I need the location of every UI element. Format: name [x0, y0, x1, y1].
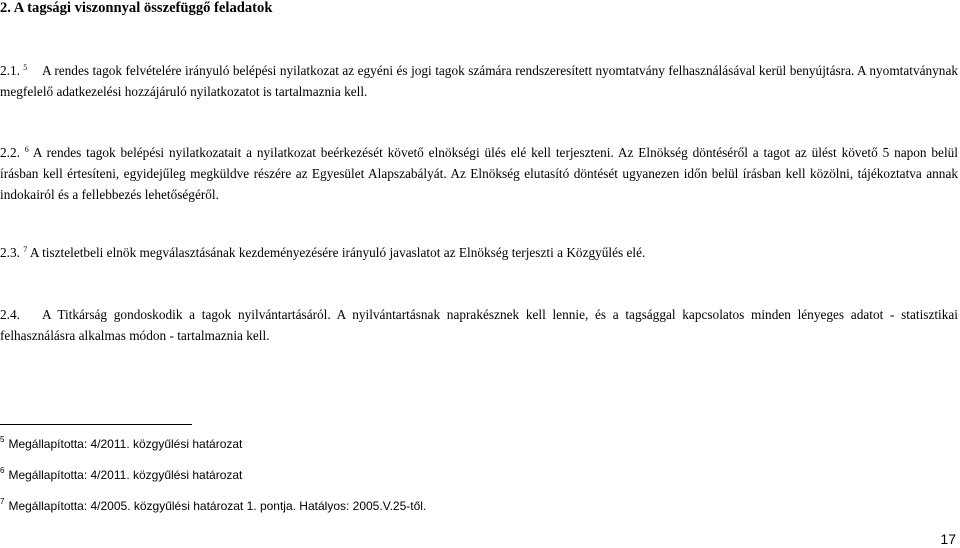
footnote	[0, 499, 426, 513]
paragraph-number: 2.2.	[0, 145, 20, 160]
section-heading: 2. A tagsági viszonnyal összefüggő feladatok	[0, 0, 273, 16]
footnote-ref[interactable]: 6	[24, 145, 29, 154]
footnote-ref[interactable]: 5	[23, 63, 28, 72]
footnote-separator	[0, 424, 192, 425]
footnote-mark: 7	[0, 497, 5, 506]
footnote	[0, 437, 242, 451]
paragraph-text: A tiszteletbeli elnök megválasztásának kezdeményezésére irányuló javaslatot az Elnökség terjeszti a Közgyűlés elé.	[29, 245, 646, 260]
paragraph-2-4	[0, 304, 958, 346]
footnote	[0, 468, 242, 482]
paragraph-2-2	[0, 142, 958, 205]
paragraph-2-3	[0, 242, 958, 263]
footnote-text: Megállapította: 4/2011. közgyűlési határozat	[8, 437, 243, 451]
paragraph-text: A rendes tagok felvételére irányuló belépési nyilatkozat az egyéni és jogi tagok számára rendszeresített nyomtatvány felhasználásával kerül benyújtásra. A nyomtatványnak megfelelő adatkezelési hozzájáruló nyilatkozatot is tartalmaznia kell.	[0, 63, 958, 99]
footnote-text: Megállapította: 4/2011. közgyűlési határozat	[8, 468, 243, 482]
paragraph-text: A rendes tagok belépési nyilatkozatait a nyilatkozat beérkezését követő elnökségi ülés elé kell terjeszteni. Az Elnökség döntéséről a tagot az ülést követő 5 napon belül írásban kell értesíteni, egyidejűleg megküldve részére az Egyesület Alapszabályát. Az Elnökség elutasító döntését ugyanezen időn belül írásban kell közölni, tájékoztatva annak indokairól és a fellebbezés lehetőségéről.	[0, 145, 959, 202]
paragraph-number: 2.1. $^5$	[0, 63, 28, 78]
footnote-ref[interactable]: 7	[23, 245, 28, 254]
paragraph-text: A Titkárság gondoskodik a tagok nyilvántartásáról. A nyilvántartásnak naprakésznek kell lennie, és a tagsággal kapcsolatos minden lényeges adatot - statisztikai felhasználásra alkalmas módon - tartalmaznia kell.	[0, 307, 958, 343]
footnote-mark: 6	[0, 466, 5, 475]
footnote-mark: 5	[0, 435, 5, 444]
footnote-text: Megállapította: 4/2005. közgyűlési határozat 1. pontja. Hatályos: 2005.V.25-től.	[8, 499, 427, 513]
paragraph-number: 2.3.	[0, 245, 20, 260]
page-number: 17	[940, 531, 956, 547]
paragraph-2-1	[0, 60, 958, 102]
paragraph-number: 2.4.	[0, 307, 20, 322]
